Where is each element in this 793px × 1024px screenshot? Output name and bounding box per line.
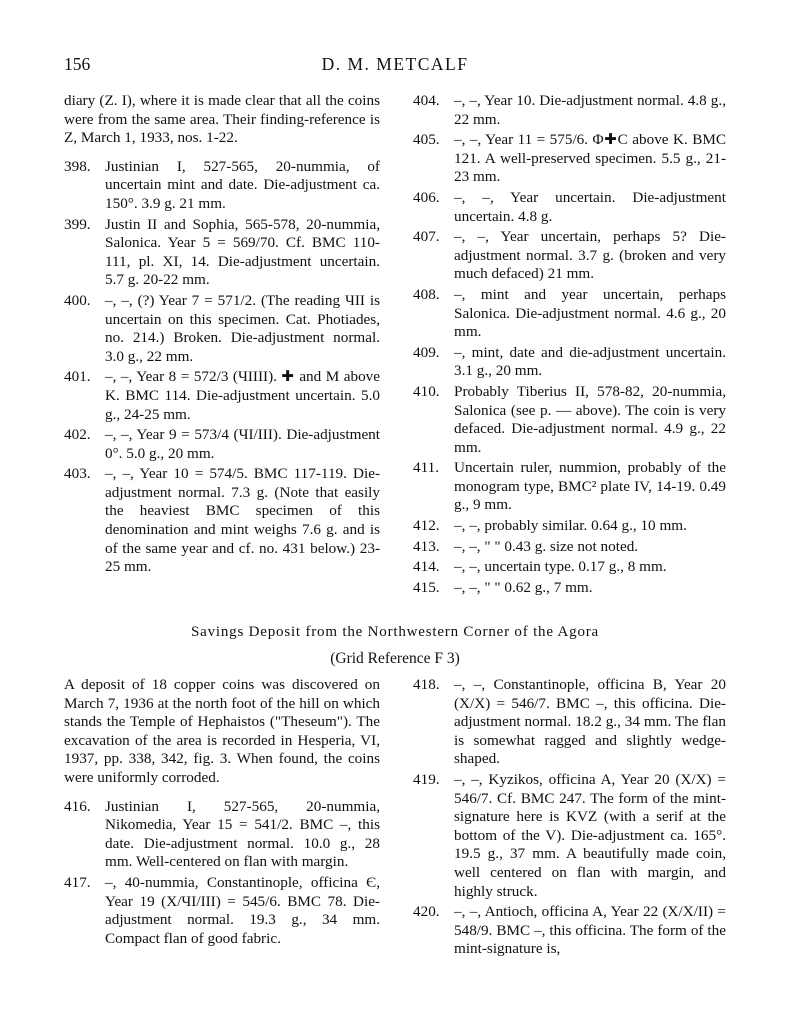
catalogue-entry xyxy=(64,368,380,424)
entry-number: 405. xyxy=(413,131,440,149)
catalogue-entry xyxy=(64,874,380,948)
entry-text: –, –, " " 0.43 g. size not noted. xyxy=(454,537,639,555)
entry-number: 416. xyxy=(64,797,91,815)
catalogue-entry xyxy=(413,344,726,381)
entry-text: Uncertain ruler, nummion, probably of the monogram type, BMC² plate IV, 14-19. 0.49 g., 9 mm. xyxy=(454,459,726,514)
catalogue-entry xyxy=(413,771,726,901)
entry-text: –, mint and year uncertain, perhaps Salonica. Die-adjustment normal. 4.6 g., 20 mm. xyxy=(454,285,726,341)
catalogue-entry xyxy=(413,92,726,129)
entry-number: 406. xyxy=(413,188,440,206)
entry-number: 419. xyxy=(413,770,440,788)
catalogue-entry xyxy=(413,579,726,598)
entry-text: –, –, Year 10. Die-adjustment normal. 4.8 g., 22 mm. xyxy=(454,92,726,128)
catalogue-entry xyxy=(413,459,726,515)
catalogue-entry xyxy=(413,558,726,577)
entry-text: –, –, Year uncertain. Die-adjustment uncertain. 4.8 g. xyxy=(454,188,726,225)
entry-text: –, –, " " 0.62 g., 7 mm. xyxy=(454,578,593,596)
entry-number: 410. xyxy=(413,382,440,400)
deposit-intro-paragraph: A deposit of 18 copper coins was discovered on March 7, 1936 at the north foot of the hill on which stands the Temple of Hephaistos ("Theseum"). The excavation of the area is recorded in Hesperia, VI, 1937, pp. 338, 342, fig. 3. When found, the coins were uniformly corroded. xyxy=(64,676,380,786)
catalogue-entry xyxy=(413,228,726,284)
entry-number: 411. xyxy=(413,459,440,477)
entry-text: Probably Tiberius II, 578-82, 20-nummia, Salonica (see p. — above). The coin is very defaced. Die-adjustment normal. 4.9 g., 22 mm. xyxy=(454,382,726,456)
entry-number: 420. xyxy=(413,903,440,921)
entry-number: 401. xyxy=(64,368,91,386)
catalogue-entry xyxy=(413,189,726,226)
upper-left-column xyxy=(64,92,380,579)
catalogue-entry xyxy=(64,798,380,872)
entry-text: –, –, Constantinople, officina B, Year 20 (X/X) = 546/7. BMC –, this officina. Die-adjustment normal. 18.2 g., 34 mm. The flan is somewhat ragged and slightly wedge-shaped. xyxy=(454,676,726,768)
entry-text: –, –, Year 9 = 573/4 (ЧI/III). Die-adjustment 0°. 5.0 g., 20 mm. xyxy=(105,426,380,462)
entry-text: –, –, Year 8 = 572/3 (ЧIIII). ✚ and M above K. BMC 114. Die-adjustment uncertain. 5.0 g., 24-25 mm. xyxy=(105,368,380,423)
entry-number: 399. xyxy=(64,215,91,233)
entry-number: 409. xyxy=(413,343,440,361)
entry-text: Justinian I, 527-565, 20-nummia, Nikomedia, Year 15 = 541/2. BMC –, this date. Die-adjustment normal. 10.0 g., 28 mm. Well-centered on flan with margin. xyxy=(105,797,380,871)
catalogue-list xyxy=(413,676,726,959)
entry-text: –, –, Year 11 = 575/6. Φ✚C above K. BMC 121. A well-preserved specimen. 5.5 g., 21-23 mm. xyxy=(454,131,726,186)
entry-number: 408. xyxy=(413,285,440,303)
lower-left-column xyxy=(64,676,380,950)
entry-number: 415. xyxy=(413,578,440,596)
catalogue-list xyxy=(413,92,726,597)
entry-text: –, mint, date and die-adjustment uncertain. 3.1 g., 20 mm. xyxy=(454,343,726,380)
lower-right-column xyxy=(413,676,726,961)
entry-text: –, –, Year uncertain, perhaps 5? Die-adjustment normal. 3.7 g. (broken and very much defaced) 21 mm. xyxy=(454,228,726,283)
entry-number: 413. xyxy=(413,537,440,555)
entry-text: –, –, Antioch, officina A, Year 22 (X/X/II) = 548/9. BMC –, this officina. The form of the mint-signature is, xyxy=(454,903,726,958)
entry-number: 414. xyxy=(413,558,440,576)
entry-text: Justin II and Sophia, 565-578, 20-nummia, Salonica. Year 5 = 569/70. Cf. BMC 110-111, pl. XI, 14. Die-adjustment uncertain. 5.7 g. 20-22 mm. xyxy=(105,215,380,289)
entry-number: 404. xyxy=(413,92,440,109)
catalogue-entry xyxy=(413,903,726,959)
page-header xyxy=(64,54,726,82)
catalogue-entry xyxy=(64,465,380,577)
catalogue-entry xyxy=(413,131,726,187)
upper-right-column xyxy=(413,92,726,599)
entry-text: –, –, (?) Year 7 = 571/2. (The reading ЧII is uncertain on this specimen. Cat. Photiades, no. 214.) Broken. Die-adjustment normal. 3.0 g., 22 mm. xyxy=(105,291,380,365)
catalogue-entry xyxy=(413,676,726,769)
catalogue-entry xyxy=(64,292,380,366)
catalogue-entry xyxy=(64,216,380,290)
entry-number: 402. xyxy=(64,426,91,444)
catalogue-list xyxy=(64,798,380,949)
catalogue-entry xyxy=(64,158,380,214)
entry-number: 418. xyxy=(413,676,440,693)
catalogue-entry xyxy=(413,538,726,557)
entry-number: 403. xyxy=(64,465,91,483)
catalogue-entry xyxy=(413,383,726,457)
entry-text: –, –, Kyzikos, officina A, Year 20 (X/X) = 546/7. Cf. BMC 247. The form of the mint-signature here is KVZ (with a serif at the bottom of the V). Die-adjustment ca. 165°. 19.5 g., 37 mm. A beautifully made coin, well centered on flan with margin, and highly struck. xyxy=(454,770,726,900)
entry-text: –, 40-nummia, Constantinople, officina Є, Year 19 (X/ЧI/III) = 545/6. BMC 78. Die-adjustment normal. 19.3 g., 34 mm. Compact flan of good fabric. xyxy=(105,873,380,947)
catalogue-entry xyxy=(413,517,726,536)
section-title: Savings Deposit from the Northwestern Corner of the Agora xyxy=(190,624,600,640)
entry-text: –, –, Year 10 = 574/5. BMC 117-119. Die-adjustment normal. 7.3 g. (Note that easily the heaviest BMC specimen of this denomination and mint weighs 7.6 g. and is of the same year and cf. no. 431 below.) 23-25 mm. xyxy=(105,465,380,576)
entry-number: 412. xyxy=(413,517,440,535)
entry-text: Justinian I, 527-565, 20-nummia, of uncertain mint and date. Die-adjustment ca. 150°. 3.9 g. 21 mm. xyxy=(105,157,380,212)
intro-paragraph: diary (Z. I), where it is made clear that all the coins were from the same area. Their finding-reference is Z, March 1, 1933, nos. 1-22. xyxy=(64,92,380,147)
running-title: D. M. METCALF xyxy=(321,54,469,74)
catalogue-entry xyxy=(64,426,380,463)
entry-text: –, –, uncertain type. 0.17 g., 8 mm. xyxy=(454,558,667,576)
catalogue-entry xyxy=(413,286,726,342)
page-number: 156 xyxy=(64,54,91,74)
catalogue-list xyxy=(64,158,380,577)
section-subtitle: (Grid Reference F 3) xyxy=(330,650,460,667)
entry-number: 400. xyxy=(64,291,91,309)
entry-number: 407. xyxy=(413,228,440,246)
entry-text: –, –, probably similar. 0.64 g., 10 mm. xyxy=(454,517,687,535)
entry-number: 417. xyxy=(64,873,91,891)
entry-number: 398. xyxy=(64,157,91,175)
